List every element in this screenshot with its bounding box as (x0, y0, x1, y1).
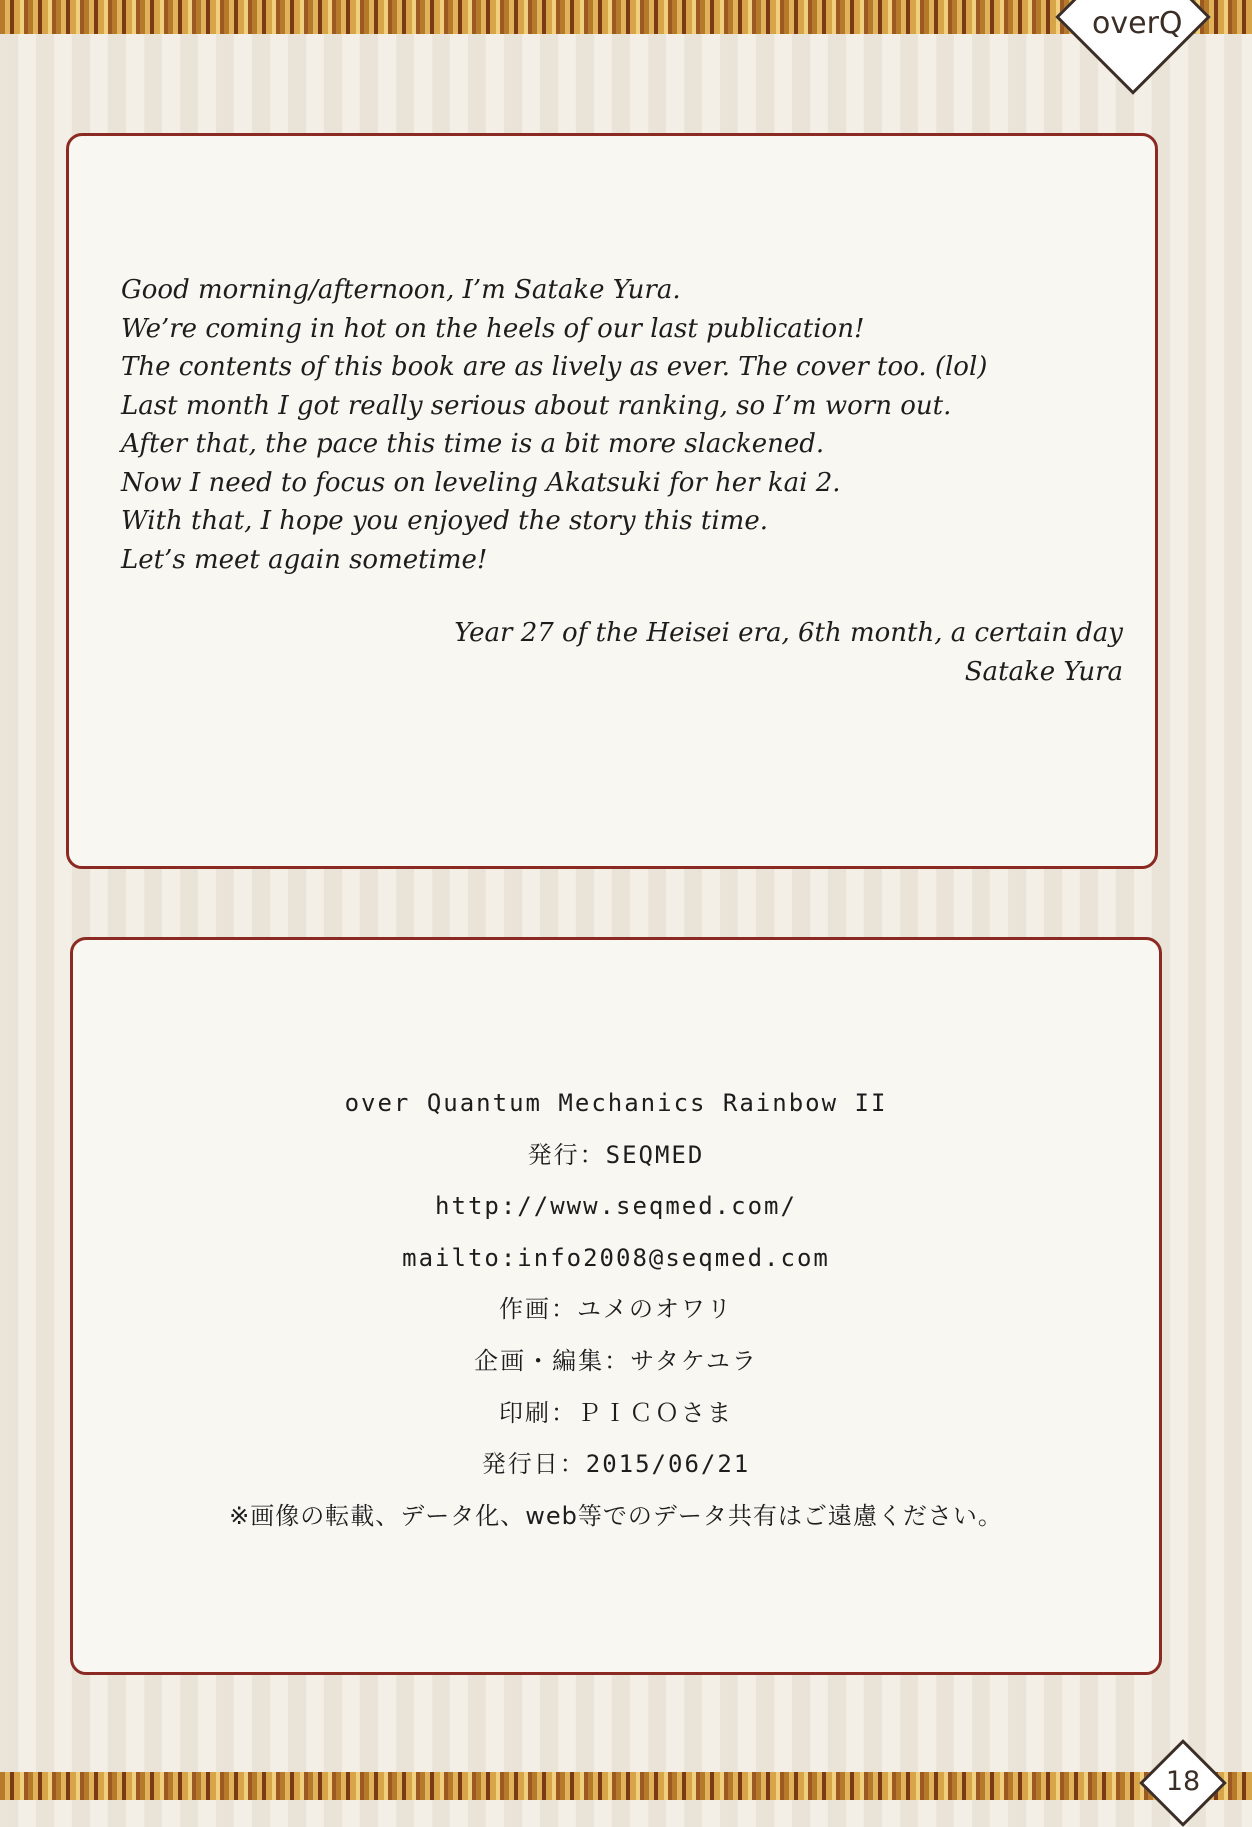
page-number: 18 (1165, 1766, 1201, 1797)
afterword-line: Good morning/afternoon, I’m Satake Yura. (121, 275, 681, 305)
printer-credit: 印刷：ＰＩＣＯさま (499, 1398, 733, 1427)
logo-text: overQ (1092, 6, 1183, 41)
afterword-signature (454, 614, 1123, 691)
signature-date: Year 27 of the Heisei era, 6th month, a certain day (454, 618, 1123, 648)
contact-email[interactable]: mailto:info2008@seqmed.com (402, 1243, 830, 1272)
website-url[interactable]: http://www.seqmed.com/ (435, 1192, 797, 1221)
afterword-line: The contents of this book are as lively as ever. The cover too. (lol) (121, 352, 988, 382)
publish-date: 発行日：2015/06/21 (481, 1450, 751, 1479)
afterword-line: Last month I got really serious about ranking, so I’m worn out. (121, 390, 952, 421)
book-title: over Quantum Mechanics Rainbow II (344, 1089, 888, 1117)
afterword-text (121, 271, 1121, 579)
editor-credit: 企画・編集：サタケユラ (474, 1346, 758, 1375)
afterword-line: After that, the pace this time is a bit more slackened. (121, 429, 825, 459)
bottom-decorative-border (0, 1772, 1252, 1800)
artist-credit: 作画：ユメのオワリ (499, 1295, 733, 1324)
publisher-line: 発行：SEQMED (527, 1140, 705, 1169)
colophon-panel (70, 937, 1162, 1675)
afterword-line: With that, I hope you enjoyed the story this time. (121, 506, 768, 536)
copyright-notice: ※画像の転載、データ化、web等でのデータ共有はご遠慮ください。 (229, 1501, 1003, 1530)
afterword-line: We’re coming in hot on the heels of our last publication! (121, 313, 865, 344)
signature-name: Satake Yura (964, 656, 1123, 687)
afterword-line: Let’s meet again sometime! (121, 544, 488, 575)
afterword-line: Now I need to focus on leveling Akatsuki for her kai 2. (121, 467, 841, 498)
colophon-text (73, 1078, 1159, 1542)
afterword-panel (66, 133, 1158, 869)
